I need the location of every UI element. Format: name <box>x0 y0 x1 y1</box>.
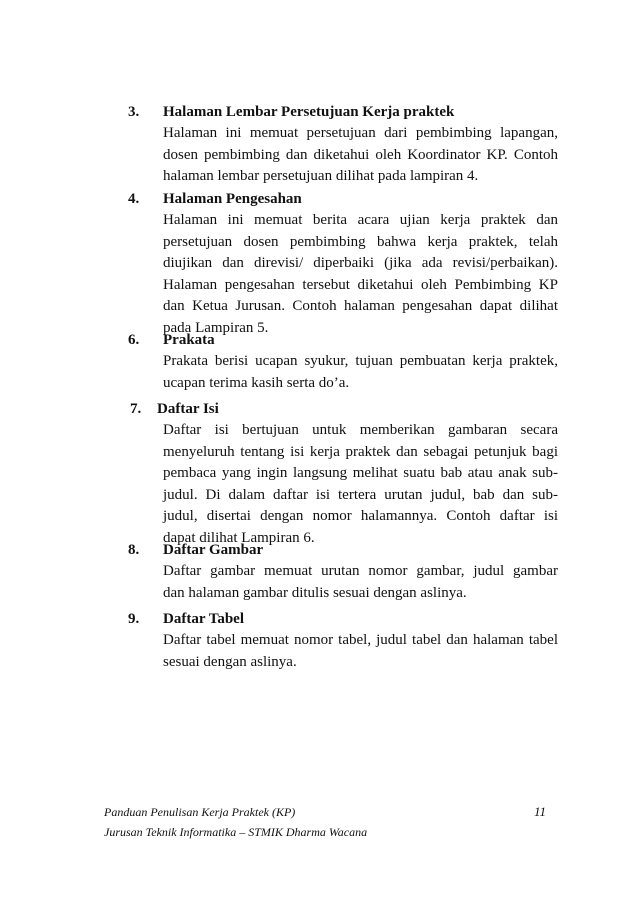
body-line: dosen pembimbing dan diketahui oleh Koordinator KP. Contoh <box>163 146 558 163</box>
section-title: Daftar Tabel <box>163 611 244 627</box>
body-line: Daftar tabel memuat nomor tabel, judul tabel dan halaman tabel <box>163 632 558 648</box>
footer-department: Jurusan Teknik Informatika – STMIK Dharma Wacana <box>104 825 368 839</box>
body-line: judul. Di dalam daftar isi tertera urutan judul, bab dan sub- <box>163 486 558 503</box>
section-title: Daftar Isi <box>157 401 219 417</box>
footer-document-title: Panduan Penulisan Kerja Praktek (KP) <box>104 805 296 819</box>
section-body <box>163 561 558 604</box>
body-line: dapat dilihat Lampiran 6. <box>163 529 315 546</box>
body-line: halaman lembar persetujuan dilihat pada lampiran 4. <box>163 168 479 184</box>
section-number: 4. <box>128 191 140 207</box>
section-body <box>163 210 558 339</box>
section-body <box>163 123 558 188</box>
body-line: sesuai dengan aslinya. <box>163 653 297 670</box>
section-number: 8. <box>128 542 140 558</box>
body-line: menyeluruh tentang isi kerja praktek dan sebagai petunjuk bagi <box>163 443 558 460</box>
section-body <box>163 351 558 394</box>
body-line: Daftar isi bertujuan untuk memberikan gambaran secara <box>163 422 558 438</box>
body-line: ucapan terima kasih serta do’a. <box>163 374 350 391</box>
section-title: Halaman Lembar Persetujuan Kerja praktek <box>163 104 455 120</box>
body-line: dan Ketua Jurusan. Contoh halaman pengesahan dapat dilihat <box>163 298 558 314</box>
section-title: Prakata <box>163 332 215 348</box>
page-footer <box>104 802 367 842</box>
body-line: pembaca yang ingin langsung melihat suatu bab atau anak sub- <box>163 465 558 481</box>
page-number: 11 <box>534 804 547 819</box>
section-number: 7. <box>130 401 142 417</box>
body-line: dan halaman gambar ditulis sesuai dengan aslinya. <box>163 584 467 601</box>
body-line: Halaman ini memuat berita acara ujian kerja praktek dan <box>163 212 558 228</box>
body-line: Halaman pengesahan tersebut diketahui oleh Pembimbing KP <box>163 276 558 293</box>
section-number: 9. <box>128 611 140 627</box>
body-line: diujikan dan direvisi/ diperbaiki (jika ada revisi/perbaikan). <box>163 255 558 271</box>
section-body <box>163 630 558 673</box>
body-line: judul, disertai dengan nomor halamannya. Contoh daftar isi <box>163 508 558 524</box>
section-number: 3. <box>128 104 140 120</box>
body-line: persetujuan dosen pembimbing bahwa kerja praktek, telah <box>163 233 558 250</box>
body-line: Prakata berisi ucapan syukur, tujuan pembuatan kerja praktek, <box>163 353 558 369</box>
section-title: Daftar Gambar <box>163 542 264 558</box>
body-line: Daftar gambar memuat urutan nomor gambar, judul gambar <box>163 563 558 579</box>
body-line: pada Lampiran 5. <box>163 319 269 336</box>
body-line: Halaman ini memuat persetujuan dari pembimbing lapangan, <box>163 125 558 141</box>
section-number: 6. <box>128 332 140 348</box>
section-title: Halaman Pengesahan <box>163 191 302 207</box>
section-body <box>163 420 558 549</box>
